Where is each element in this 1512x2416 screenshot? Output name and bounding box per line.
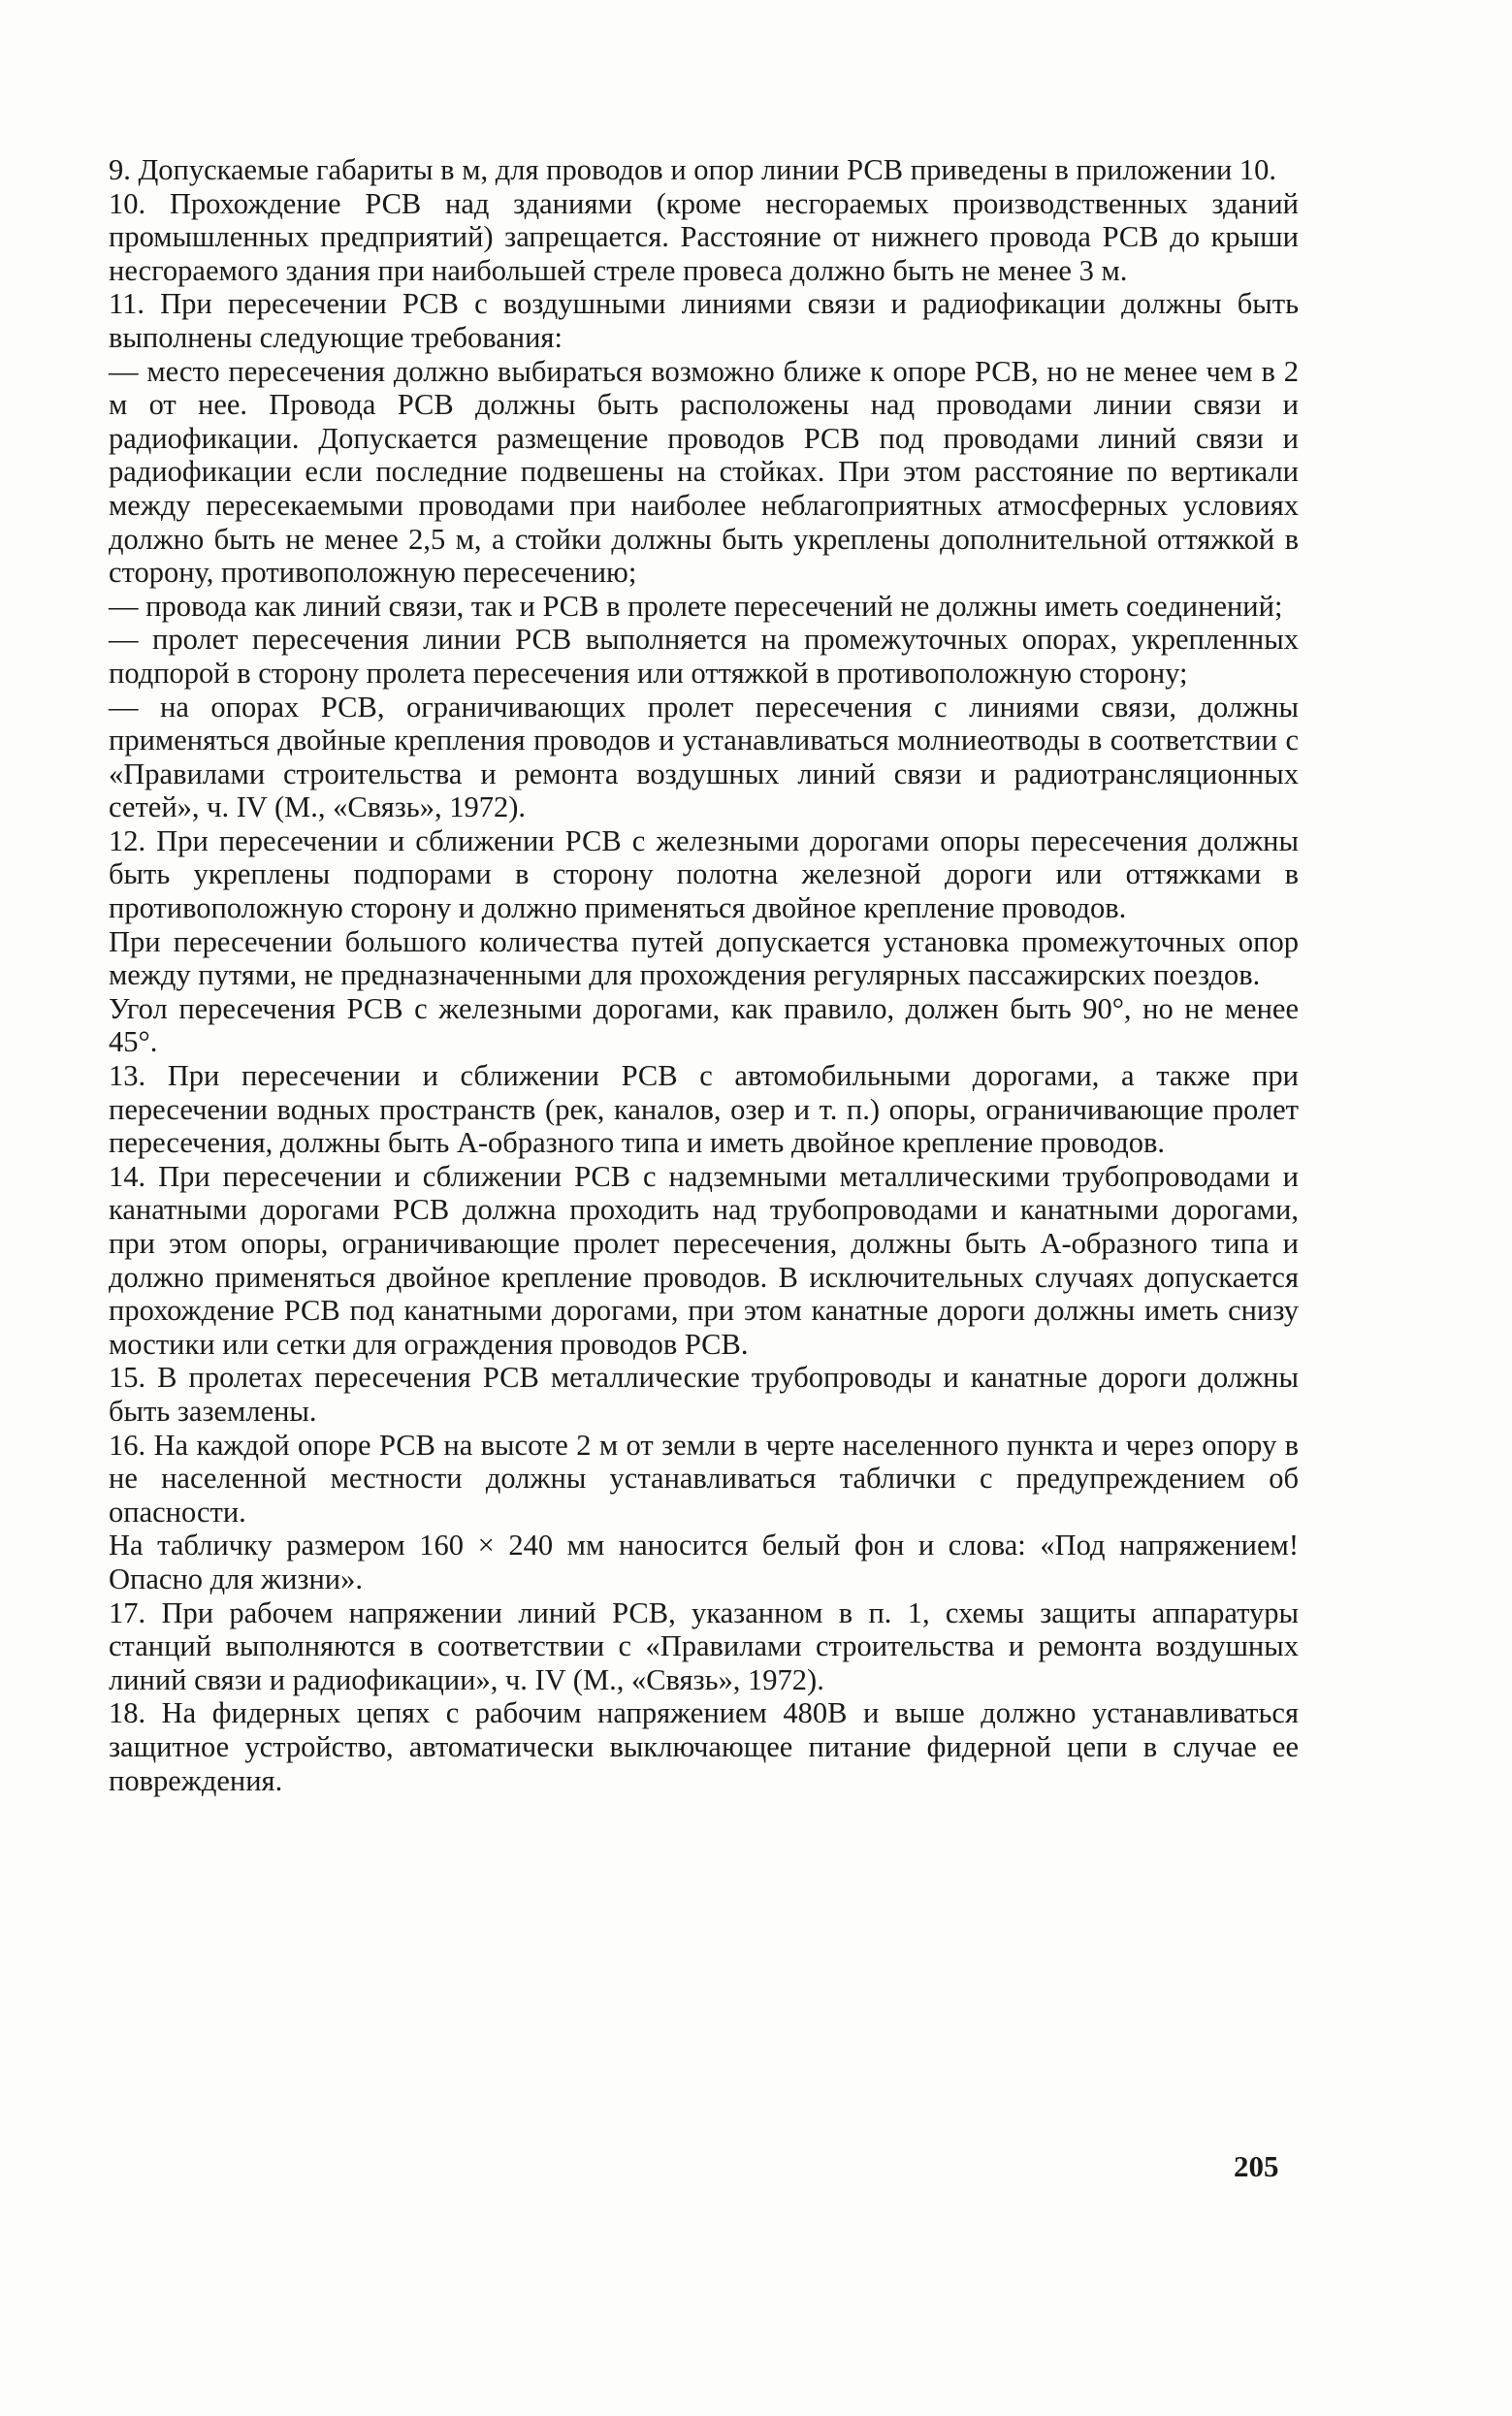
body-text	[109, 153, 1299, 1797]
paragraph-14: 14. При пересечении и сближении РСВ с надземными металлическими трубопроводами и канатными дорогами РСВ должна проходить над трубопроводами и канатными дорогами, при этом опоры, ограничивающие пролет пересечения, должны быть А-образного типа и должно применяться двойное крепление проводов. В исключительных случаях допускается прохождение РСВ под канатными дорогами, при этом канатные дороги должны иметь снизу мостики или сетки для ограждения проводов РСВ.	[109, 1159, 1299, 1361]
paragraph-12: 12. При пересечении и сближении РСВ с железными дорогами опоры пересечения должны быть укреплены подпорами в сторону полотна железной дороги или оттяжками в противоположную сторону и должно применяться двойное крепление проводов.	[109, 823, 1299, 925]
list-item-intermediate-supports: — пролет пересечения линии РСВ выполняется на промежуточных опорах, укрепленных подпорой в сторону пролета пересечения или оттяжкой в противоположную сторону;	[109, 623, 1299, 690]
paragraph-12-tracks: При пересечении большого количества путей допускается установка промежуточных опор между путями, не предназначенными для прохождения регулярных пассажирских поездов.	[109, 924, 1299, 992]
page-number: 205	[1234, 2149, 1279, 2183]
paragraph-18: 18. На фидерных цепях с рабочим напряжением 480В и выше должно устанавливаться защитное устройство, автоматически выключающее питание фидерной цепи в случае ее повреждения.	[109, 1696, 1299, 1797]
paragraph-17: 17. При рабочем напряжении линий РСВ, указанном в п. 1, схемы защиты аппаратуры станций выполняются в соответствии с «Правилами строительства и ремонта воздушных линий связи и радиофикации», ч. IV (М., «Связь», 1972).	[109, 1595, 1299, 1696]
paragraph-9: 9. Допускаемые габариты в м, для проводов и опор линии РСВ приведены в приложении 10.	[109, 153, 1277, 186]
paragraph-16-sign: На табличку размером 160 × 240 мм наносится белый фон и слова: «Под напряжением! Опасно для жизни».	[109, 1529, 1299, 1595]
paragraph-10: 10. Прохождение РСВ над зданиями (кроме несгораемых производственных зданий промышленных предприятий) запрещается. Расстояние от нижнего провода РСВ до крыши несгораемого здания при наибольшей стреле провеса должно быть не менее 3 м.	[109, 186, 1299, 287]
paragraph-16: 16. На каждой опоре РСВ на высоте 2 м от земли в черте населенного пункта и через опору в не населенной местности должны устанавливаться таблички с предупреждением об опасности.	[109, 1428, 1299, 1529]
paragraph-12-angle: Угол пересечения РСВ с железными дорогами, как правило, должен быть 90°, но не менее 45°.	[109, 991, 1299, 1059]
paragraph-15: 15. В пролетах пересечения РСВ металлические трубопроводы и канатные дороги должны быть заземлены.	[109, 1361, 1299, 1428]
paragraph-11: 11. При пересечении РСВ с воздушными линиями связи и радиофикации должны быть выполнены следующие требования:	[109, 287, 1299, 354]
list-item-no-joints: — провода как линий связи, так и РСВ в пролете пересечений не должны иметь соединений;	[109, 589, 1283, 623]
paragraph-13: 13. При пересечении и сближении РСВ с автомобильными дорогами, а также при пересечении водных пространств (рек, каналов, озер и т. п.) опоры, ограничивающие пролет пересечения, должны быть А-образного типа и иметь двойное крепление проводов.	[109, 1059, 1299, 1160]
list-item-crossing-location: — место пересечения должно выбираться возможно ближе к опоре РСВ, но не менее чем в 2 м от нее. Провода РСВ должны быть расположены над проводами линии связи и радиофикации. Допускается размещение проводов РСВ под проводами линий связи и радиофикации если последние подвешены на стойках. При этом расстояние по вертикали между пересекаемыми проводами при наиболее неблагоприятных атмосферных условиях должно быть не менее 2,5 м, а стойки должны быть укреплены дополнительной оттяжкой в сторону, противоположную пересечению;	[109, 354, 1299, 590]
list-item-double-fastening: — на опорах РСВ, ограничивающих пролет пересечения с линиями связи, должны применяться двойные крепления проводов и устанавливаться молниеотводы в соответствии с «Правилами строительства и ремонта воздушных линий связи и радиотрансляционных сетей», ч. IV (М., «Связь», 1972).	[109, 690, 1299, 824]
